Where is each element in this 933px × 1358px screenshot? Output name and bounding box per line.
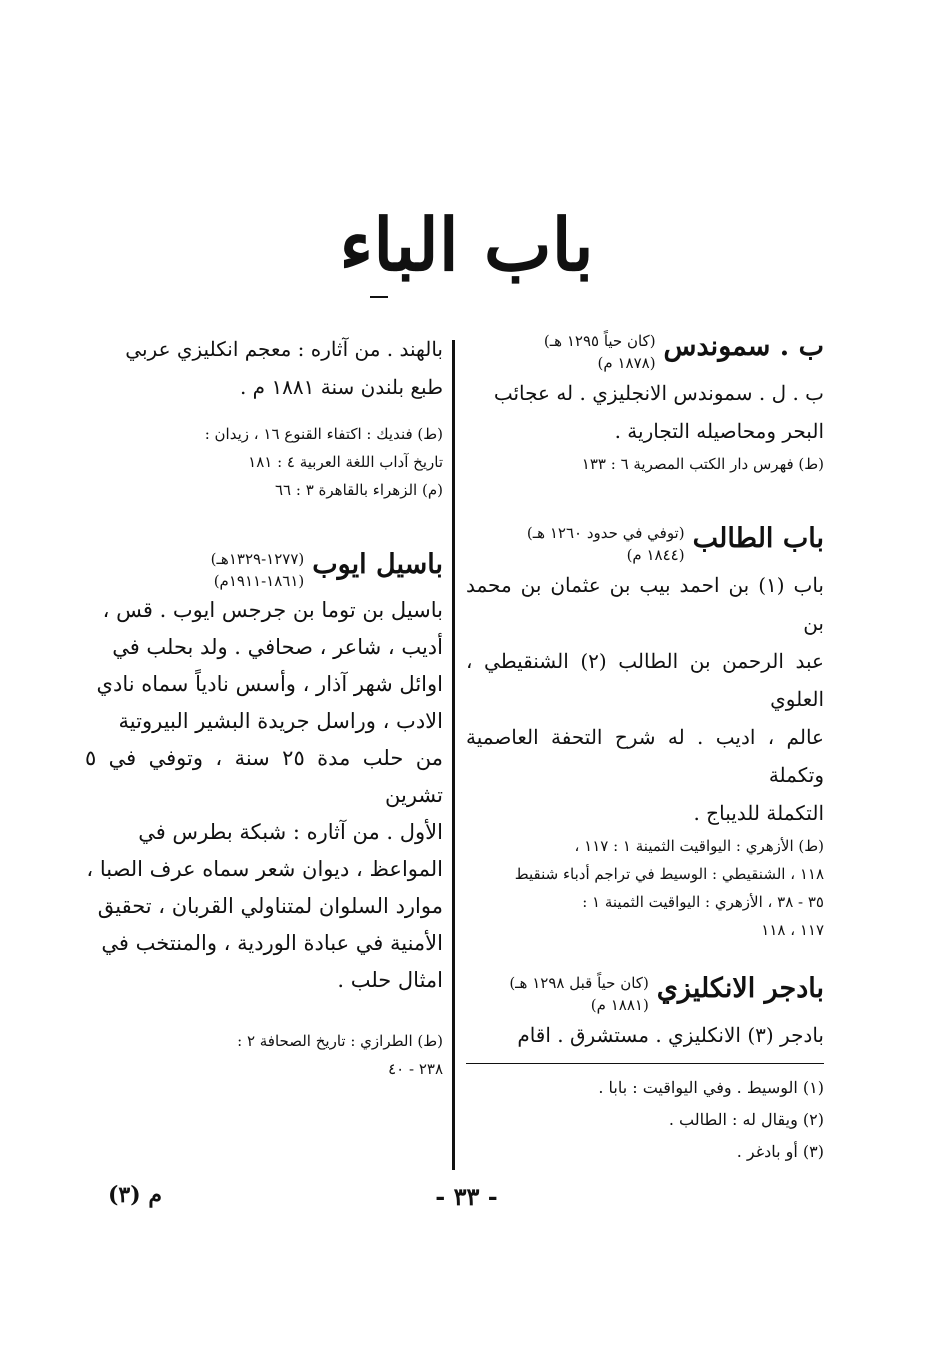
entry-text-line: الأول . من آثاره : شبكة بطرس في [138, 820, 443, 844]
entry-reference: (ط) الأزهري : اليواقيت الثمينة ١ : ١١٧ ، [574, 837, 824, 855]
entry-reference: تاريخ آداب اللغة العربية ٤ : ١٨١ [248, 453, 443, 471]
dates-hijri: (توفي في حدود ١٢٦٠ هـ) [526, 524, 685, 542]
entry-name: باسيل ايوب [312, 549, 443, 580]
entry-reference: (ط) فنديك : اكتفاء القنوع ١٦ ، زيدان : [204, 425, 443, 443]
entry-reference: ٢٣٨ - ٤٠ [388, 1060, 443, 1078]
entry-reference: (م) الزهراء بالقاهرة ٣ : ٦٦ [274, 481, 443, 499]
dates-hijri: (كان حياً قبل ١٢٩٨ هـ) [509, 974, 649, 992]
title-ornament [370, 292, 388, 298]
entry-reference: ١١٨ ، الشنقيطي : الوسيط في تراجم أدباء شنقيط [514, 865, 824, 883]
entry-text-line: الأمنية في عبادة الوردية ، والمنتخب في [101, 931, 443, 955]
footnote-rule [466, 1063, 824, 1064]
entry-text-line: موارد السلوان لمتناولي القربان ، تحقيق [97, 894, 443, 918]
dates-hijri: (١٢٧٧-١٣٢٩هـ) [210, 550, 305, 568]
page-number: - ٣٣ - [435, 1182, 498, 1211]
entry-name: ب . سموندس [663, 331, 824, 362]
page-title: باب الباء [339, 202, 594, 287]
entry-reference: (ط) الطرازي : تاريخ الصحافة ٢ : [237, 1032, 443, 1050]
dates-gregorian: (١٨٤٤ م) [626, 546, 685, 564]
entry-text-line: عالم ، اديب . له شرح التحفة العاصمية وتكملة [466, 725, 824, 787]
left-column [85, 330, 443, 1083]
entry-dates [527, 522, 685, 566]
entry-text-line: من حلب مدة ٢٥ سنة ، وتوفي في ٥ تشرين [85, 746, 443, 807]
entry-text-line: اوائل شهر آذار ، وأسس نادياً سماه نادي [96, 672, 443, 696]
entry-header [466, 972, 824, 1016]
entry-header [466, 522, 824, 566]
entry-text-line: التكملة للديباج . [693, 801, 824, 825]
signature-mark: م (٣) [108, 1182, 162, 1208]
dates-gregorian: (١٨٨١ م) [590, 996, 649, 1014]
entry-text-line: عبد الرحمن بن الطالب (٢) الشنقيطي ، العلوي [466, 649, 824, 711]
entry-reference: ٣٥ - ٣٨ ، الأزهري : اليواقيت الثمينة ١ : [582, 893, 824, 911]
footnote: (٣) أو بادغر . [736, 1142, 824, 1161]
entry-dates [509, 972, 648, 1016]
continued-text-line: بالهند . من آثاره : معجم انكليزي عربي [125, 337, 443, 361]
entry-dates [544, 330, 656, 374]
footnotes [466, 1072, 824, 1168]
entry-text-line: باب (١) بن احمد بيب بن عثمان بن محمد بن [466, 573, 824, 635]
dates-gregorian: (١٨٧٨ م) [597, 354, 656, 372]
entry-text-line: أديب ، شاعر ، صحافي . ولد بحلب في [112, 635, 443, 659]
entry-text-line: امثال حلب . [337, 968, 443, 992]
entry-text-line: المواعظ ، ديوان شعر سماه عرف الصبا ، [86, 857, 443, 881]
footnote: (١) الوسيط . وفي اليواقيت : بابا . [598, 1078, 824, 1097]
dates-gregorian: (١٨٦١-١٩١١م) [213, 572, 305, 590]
continued-text-line: طبع بلندن سنة ١٨٨١ م . [239, 375, 443, 399]
dates-hijri: (كان حياً ١٢٩٥ هـ) [543, 332, 656, 350]
entry-reference: (ط) فهرس دار الكتب المصرية ٦ : ١٣٣ [581, 455, 824, 473]
entry-text-line: بادجر (٣) الانكليزي . مستشرق . اقام [517, 1023, 824, 1047]
entry-text-line: ب . ل . سموندس الانجليزي . له عجائب [493, 381, 824, 405]
entry-name: باب الطالب [692, 523, 824, 554]
entry-name: بادجر الانكليزي [656, 973, 824, 1004]
entry-reference: ١١٧ ، ١١٨ [761, 921, 824, 939]
entry-header [466, 330, 824, 374]
entry-text-line: البحر ومحاصيله التجارية . [614, 419, 824, 443]
column-divider [452, 340, 455, 1170]
right-column [466, 330, 824, 1054]
entry-header [85, 548, 443, 592]
entry-dates [211, 548, 305, 592]
entry-text-line: باسيل بن توما بن جرجس ايوب . قس ، [102, 598, 443, 622]
entry-text-line: الادب ، وراسل جريدة البشير البيروتية [118, 709, 443, 733]
footnote: (٢) ويقال له : الطالب . [668, 1110, 824, 1129]
